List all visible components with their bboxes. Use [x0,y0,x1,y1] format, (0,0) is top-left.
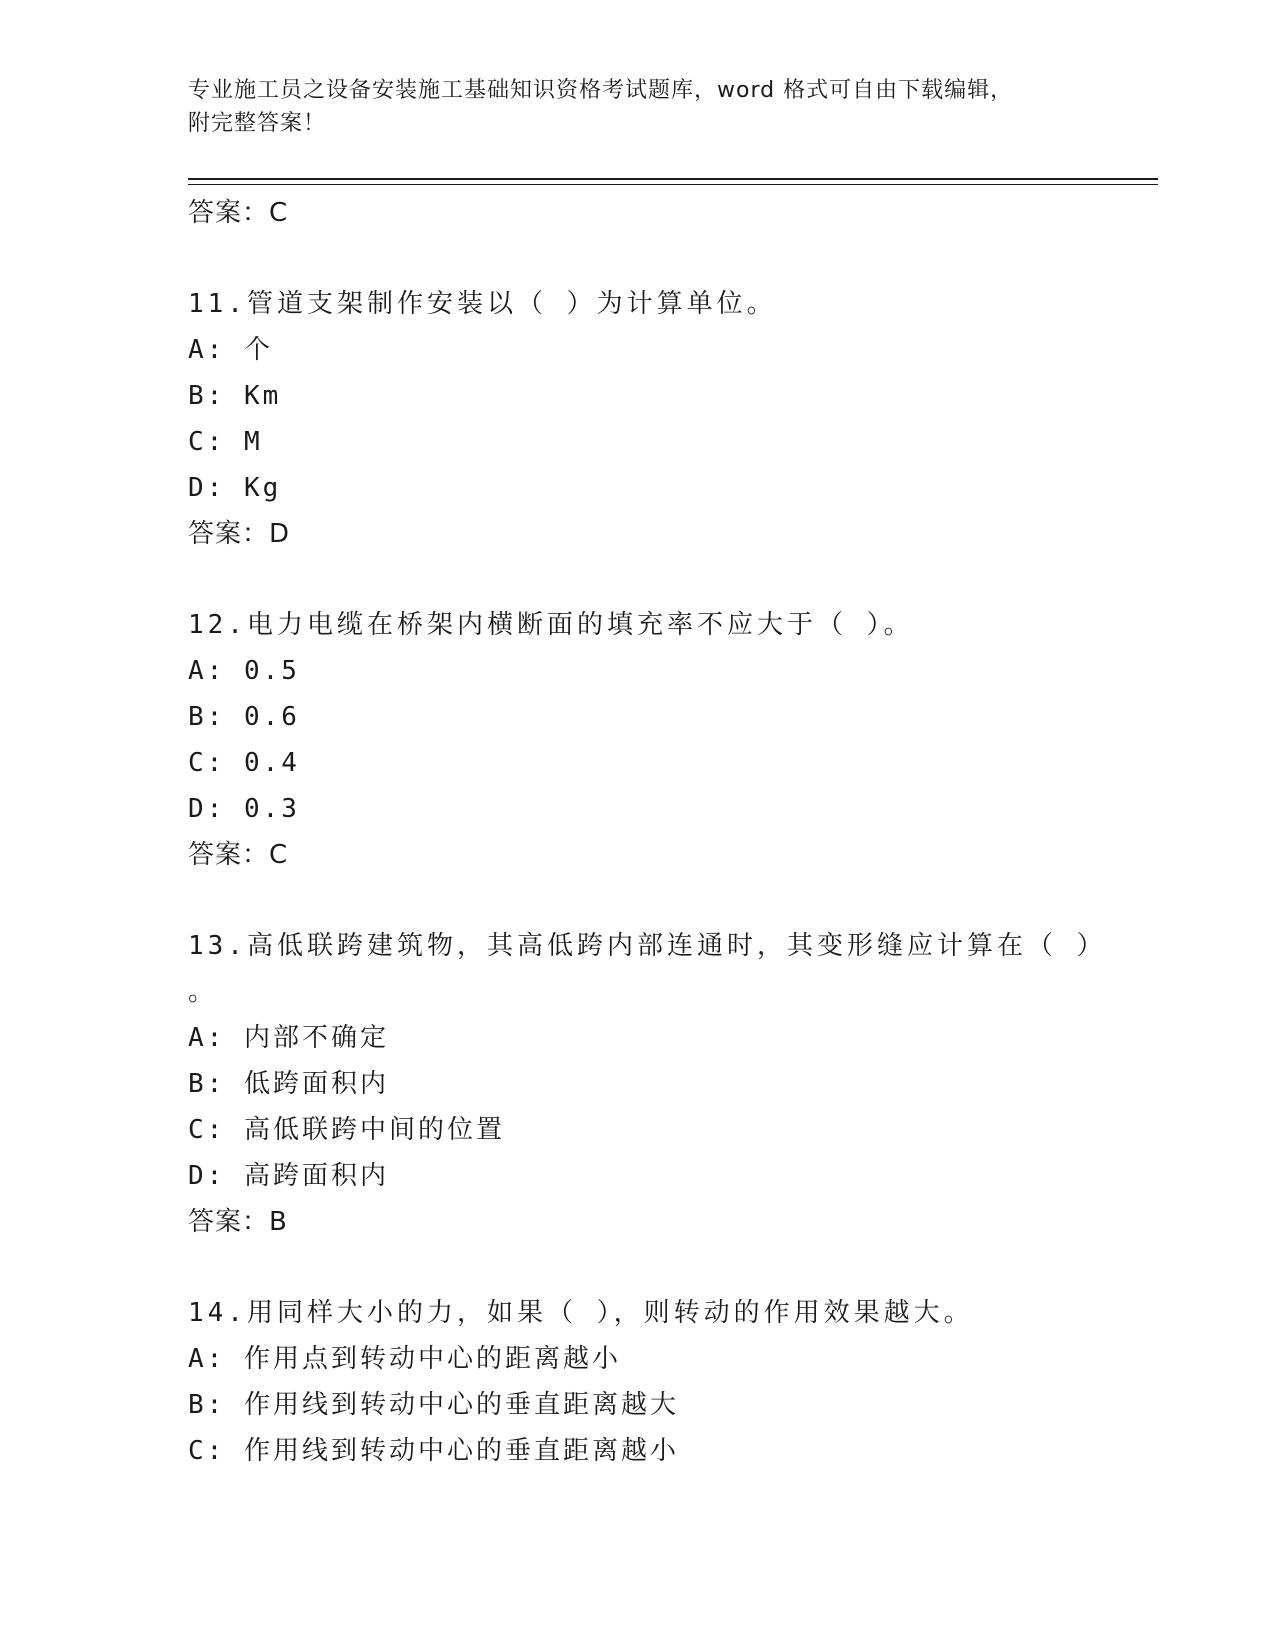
question-11 [188,281,1088,557]
question-14 [188,1290,1088,1474]
answer-line-q10: 答案：C [188,198,289,228]
answer-line: 答案：B [188,1207,288,1237]
option-c: C: 高低联跨中间的位置 [188,1115,505,1145]
option-d: D: 高跨面积内 [188,1161,389,1191]
spacer [188,1245,1088,1290]
question-text: 14.用同样大小的力，如果（ ），则转动的作用效果越大。 [188,1298,974,1328]
question-text-continued: 。 [188,977,219,1007]
option-c: C: 0.4 [188,748,300,778]
answer-line: 答案：C [188,840,289,870]
option-d: D: 0.3 [188,794,300,824]
header-line-1: 专业施工员之设备安装施工基础知识资格考试题库，word 格式可自由下载编辑， [188,78,1014,103]
option-a: A: 作用点到转动中心的距离越小 [188,1344,621,1374]
document-header [188,74,1088,140]
document-page [188,0,1158,1650]
question-list [188,190,1107,1474]
option-d: D: Kg [188,473,282,503]
question-text: 13.高低联跨建筑物，其高低跨内部连通时，其变形缝应计算在（ ） [188,931,1107,961]
option-b: B: 0.6 [188,702,300,732]
option-b: B: 作用线到转动中心的垂直距离越大 [188,1390,679,1420]
option-a: A: 个 [188,335,273,365]
spacer [188,878,1088,923]
header-rule-thick [188,178,1158,180]
answer-line: 答案：D [188,519,291,549]
option-c: C: 作用线到转动中心的垂直距离越小 [188,1436,679,1466]
spacer [188,557,1088,602]
spacer [188,236,1088,281]
header-line-2: 附完整答案！ [188,111,327,136]
option-a: A: 内部不确定 [188,1023,389,1053]
option-c: C: M [188,427,263,457]
question-text: 12.电力电缆在桥架内横断面的填充率不应大于（ ）。 [188,610,914,640]
question-12 [188,602,1088,878]
option-b: B: Km [188,381,282,411]
option-a: A: 0.5 [188,656,300,686]
question-13 [188,923,1107,1245]
option-b: B: 低跨面积内 [188,1069,389,1099]
question-text: 11.管道支架制作安装以（ ）为计算单位。 [188,289,777,319]
header-rule-thin [188,184,1158,185]
